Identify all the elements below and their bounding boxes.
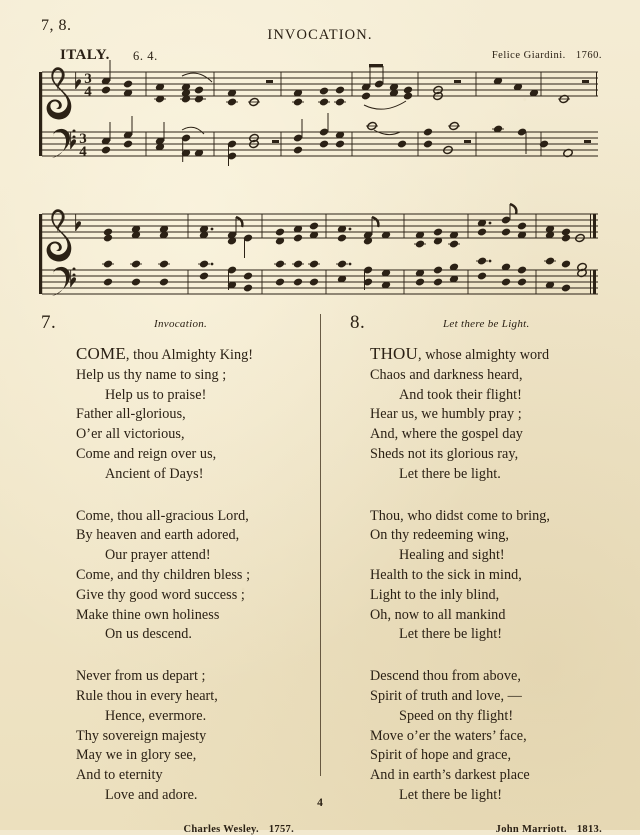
hymn-line: Descend thou from above, [370,668,521,685]
svg-text:4: 4 [84,84,92,100]
hymn-line: Chaos and darkness heard, [370,366,523,383]
hymn-line: Our prayer attend! [105,547,211,564]
hymn-7-number: 7. [41,312,57,333]
composer-name: Felice Giardini. [491,50,566,61]
hymn-line: Healing and sight! [399,547,505,564]
header-hymn-numbers: 7, 8. [41,17,72,34]
hymn-line: Never from us depart ; [76,668,206,685]
hymn-8-stanzas [342,342,604,806]
hymn-7-stanzas [36,342,306,806]
hymn-line: And to eternity [76,767,163,784]
hymn-8-attribution [342,824,604,835]
hymn-line: Speed on thy flight! [399,707,514,724]
hymn-line: Let there be light! [399,786,502,803]
hymn-line: And, where the gospel day [370,426,523,443]
hymn-line: By heaven and earth adored, [76,527,240,544]
hymn-8-topic: Let there be Light. [443,318,530,330]
hymn-line: Help us to praise! [105,386,207,403]
hymn-8-header [342,312,604,342]
hymn-line: Give thy good word success ; [76,586,245,603]
hymn-7-year: 1757. [268,823,294,835]
hymn-line: On thy redeeming wing, [370,527,510,544]
hymn-line: Make thine own holiness [76,606,220,623]
small-caps-word: COME [76,344,126,363]
tune-meter: 6. 4. [133,49,158,63]
composer-year: 1760. [575,50,602,61]
svg-text:3: 3 [84,71,92,87]
hymn-line: Thy sovereign majesty [76,727,207,744]
hymn-line: O’er all victorious, [76,426,185,443]
music-notation [36,60,604,310]
hymn-line: Rule thou in every heart, [76,687,218,704]
stanza [370,344,604,485]
hymn-line: Ancient of Days! [105,465,204,482]
hymn-line: Father all-glorious, [76,406,186,423]
stanza [370,667,604,806]
stanza [370,507,604,646]
system-1 [39,60,598,166]
hymn-line: Love and adore. [105,786,198,803]
hymn-8-year: 1813. [576,823,602,835]
hymn-line: Light to the inly blind, [370,586,500,603]
hymn-line: Sheds not its glorious ray, [370,445,519,462]
stanza [76,344,306,485]
hymn-line: And took their flight! [399,386,522,403]
section-title: INVOCATION. [267,27,373,43]
hymn-line: Oh, now to all mankind [370,606,506,623]
hymn-line: On us descend. [105,626,192,643]
page-number: 4 [317,797,323,809]
hymn-line: Thou, who didst come to bring, [370,507,551,524]
hymn-line: Health to the sick in mind, [370,566,522,583]
hymn-7-topic: Invocation. [154,318,208,330]
hymn-line: May we in glory see, [76,747,197,764]
svg-text:3: 3 [79,131,87,147]
hymn-line: COME, thou Almighty King! [76,344,254,363]
hymn-line: Hence, evermore. [105,707,207,724]
hymn-line: Come and reign over us, [76,445,217,462]
hymn-line: Let there be light! [399,626,502,643]
svg-text:4: 4 [79,144,87,160]
tune-name: ITALY. [60,47,110,63]
hymn-line: And in earth’s darkest place [370,767,530,784]
hymn-line: THOU, whose almighty word [370,344,550,363]
system-2 [39,204,598,296]
hymn-8-number: 8. [350,312,366,333]
hymn-7-attribution [36,824,306,835]
hymn-columns [36,312,604,835]
hymn-column-left [36,312,320,835]
hymn-line: Help us thy name to sing ; [76,366,227,383]
hymn-line: Come, and thy children bless ; [76,566,251,583]
stanza [76,507,306,646]
hymn-line: Spirit of hope and grace, [370,747,512,764]
hymn-8-author: John Marriott. [495,823,567,835]
hymn-line: Let there be light. [399,465,501,482]
stanza [76,667,306,806]
hymn-line: Come, thou all-gracious Lord, [76,507,249,524]
hymn-line: Move o’er the waters’ face, [370,727,527,744]
hymn-line: Hear us, we humbly pray ; [370,406,522,423]
hymn-column-right [320,312,604,835]
hymn-7-header [36,312,306,342]
small-caps-word: THOU [370,344,419,363]
hymn-line: Spirit of truth and love, — [370,687,522,704]
hymn-7-author: Charles Wesley. [183,823,259,835]
